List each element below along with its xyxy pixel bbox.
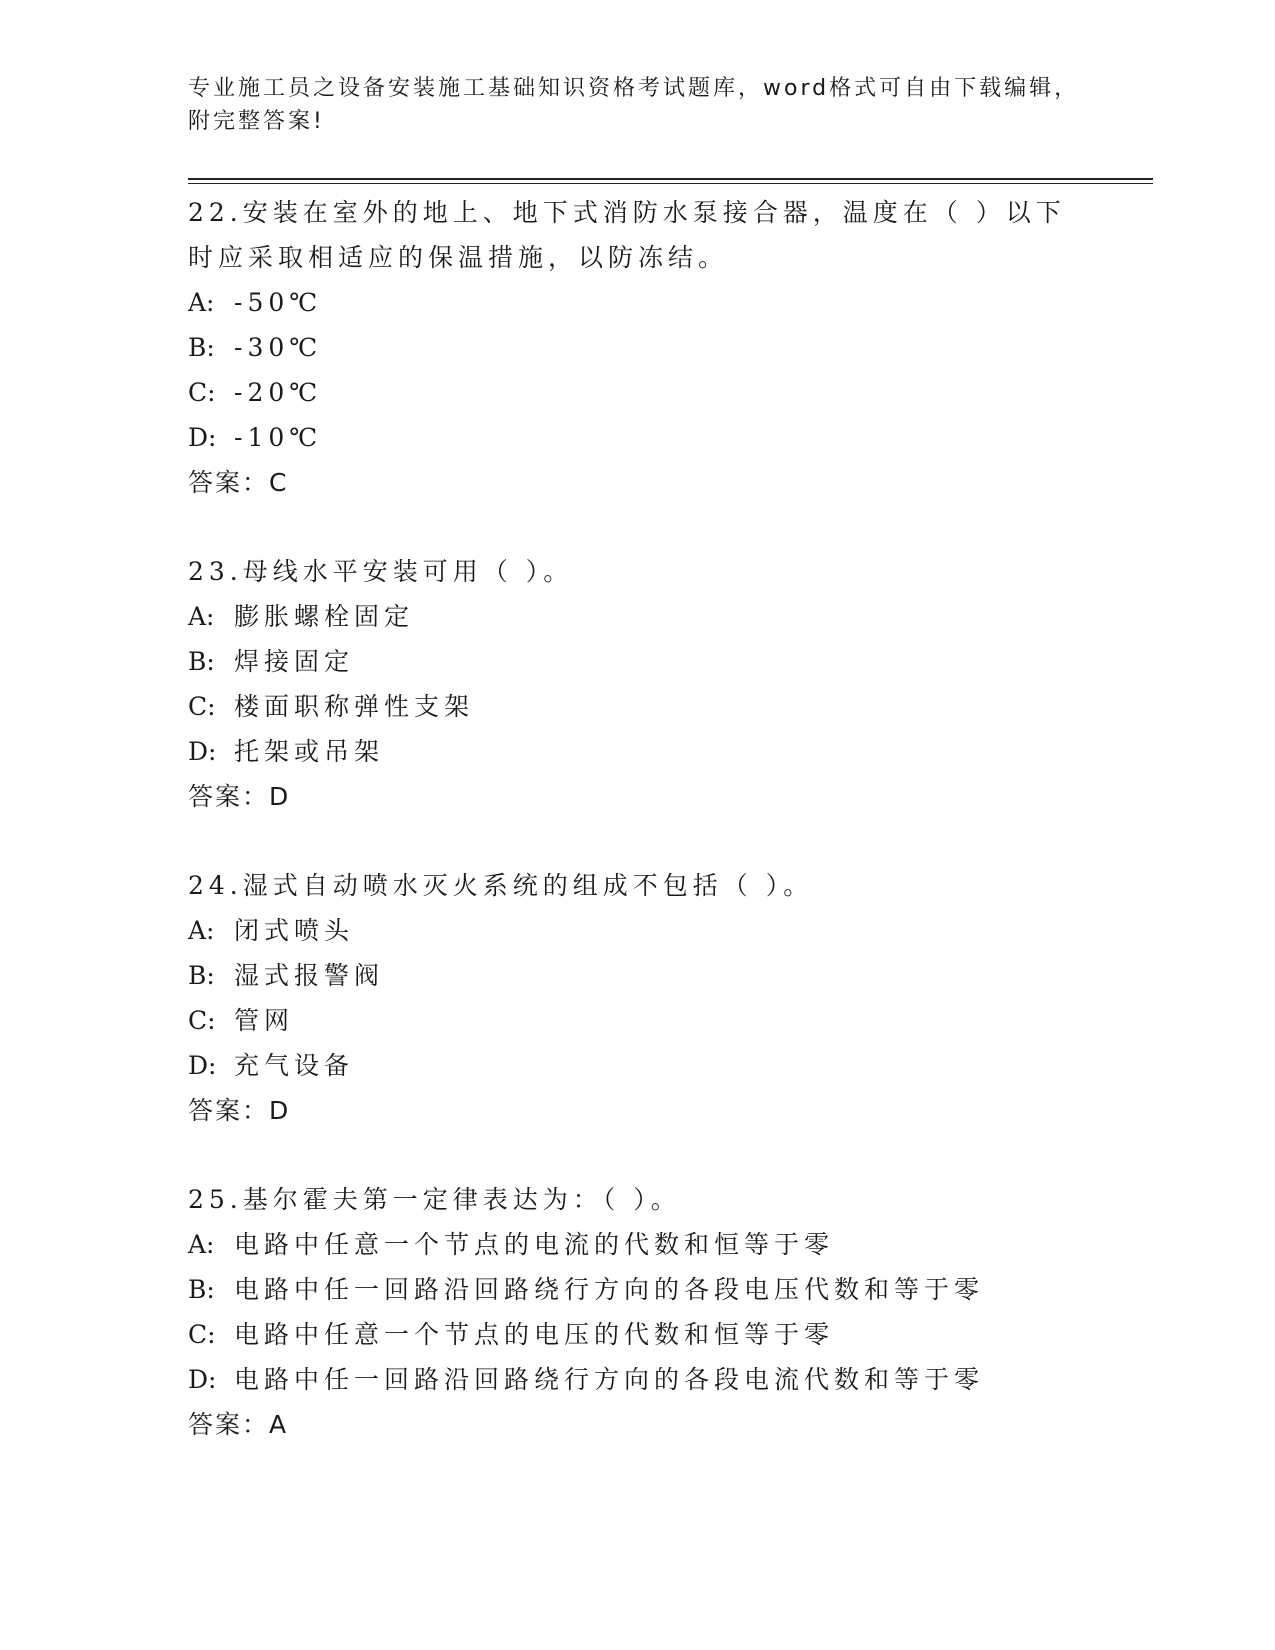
option-b	[188, 639, 1148, 684]
header-divider-thick	[188, 178, 1153, 180]
option-b	[188, 953, 1148, 998]
option-letter: A:	[188, 1230, 215, 1259]
option-a	[188, 908, 1148, 953]
question-text: 24.湿式自动喷水灭火系统的组成不包括（ ）。	[188, 871, 814, 900]
header-line-2: 附完整答案!	[188, 109, 325, 134]
option-text: 电路中任意一个节点的电流的代数和恒等于零	[234, 1230, 835, 1259]
option-c	[188, 370, 1148, 415]
answer-line: 答案：D	[188, 1096, 291, 1125]
option-letter: C:	[188, 1320, 216, 1349]
question-23	[188, 549, 1148, 819]
option-c	[188, 998, 1148, 1043]
option-text: 闭式喷头	[234, 916, 355, 945]
option-c	[188, 684, 1148, 729]
option-text: 托架或吊架	[234, 737, 385, 766]
option-text: 膨胀螺栓固定	[234, 602, 415, 631]
option-text: 管网	[234, 1006, 295, 1035]
option-letter: C:	[188, 378, 216, 407]
question-25	[188, 1177, 1148, 1447]
question-text: 23.母线水平安装可用（ ）。	[188, 557, 574, 586]
header-line-1: 专业施工员之设备安装施工基础知识资格考试题库，word格式可自由下载编辑，	[188, 76, 1080, 101]
option-text: 电路中任意一个节点的电压的代数和恒等于零	[234, 1320, 835, 1349]
document-header	[188, 72, 1088, 138]
option-a	[188, 280, 1148, 325]
option-c	[188, 1312, 1148, 1357]
option-text: 电路中任一回路沿回路绕行方向的各段电压代数和等于零	[234, 1275, 985, 1304]
option-letter: D:	[188, 1051, 217, 1080]
option-letter: C:	[188, 692, 216, 721]
answer-line: 答案：C	[188, 468, 289, 497]
option-d	[188, 1357, 1148, 1402]
option-b	[188, 325, 1148, 370]
option-d	[188, 1043, 1148, 1088]
option-d	[188, 729, 1148, 774]
question-text: 22.安装在室外的地上、地下式消防水泵接合器，温度在（ ）以下时应采取相适应的保温措施，以防冻结。	[188, 198, 1066, 272]
question-22	[188, 190, 1148, 505]
option-text: 楼面职称弹性支架	[234, 692, 475, 721]
option-text: -20℃	[234, 378, 323, 407]
option-letter: A:	[188, 602, 215, 631]
option-letter: B:	[188, 961, 215, 990]
option-text: 焊接固定	[234, 647, 355, 676]
option-letter: A:	[188, 916, 215, 945]
option-text: -10℃	[234, 423, 323, 452]
option-letter: D:	[188, 737, 217, 766]
answer-line: 答案：D	[188, 782, 291, 811]
question-list	[188, 190, 1148, 1491]
question-24	[188, 863, 1148, 1133]
option-text: 湿式报警阀	[234, 961, 385, 990]
option-text: -50℃	[234, 288, 323, 317]
option-b	[188, 1267, 1148, 1312]
answer-line: 答案：A	[188, 1410, 289, 1439]
option-letter: D:	[188, 1365, 217, 1394]
option-a	[188, 594, 1148, 639]
option-text: 电路中任一回路沿回路绕行方向的各段电流代数和等于零	[234, 1365, 985, 1394]
option-letter: B:	[188, 647, 215, 676]
header-divider-thin	[188, 183, 1153, 184]
question-text: 25.基尔霍夫第一定律表达为：（ ）。	[188, 1185, 681, 1214]
option-text: 充气设备	[234, 1051, 355, 1080]
option-letter: A:	[188, 288, 215, 317]
option-text: -30℃	[234, 333, 323, 362]
option-letter: B:	[188, 333, 215, 362]
option-d	[188, 415, 1148, 460]
option-letter: C:	[188, 1006, 216, 1035]
option-letter: B:	[188, 1275, 215, 1304]
option-a	[188, 1222, 1148, 1267]
option-letter: D:	[188, 423, 217, 452]
